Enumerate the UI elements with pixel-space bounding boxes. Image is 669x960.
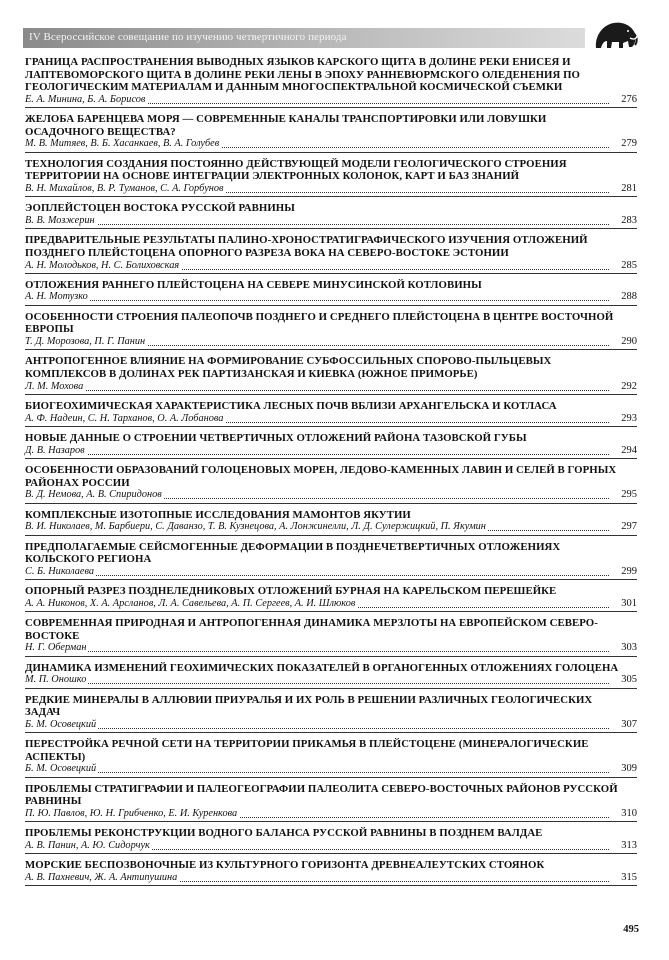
toc-entry-authors: Б. М. Осовецкий: [25, 763, 97, 775]
toc-entry-author-line: [25, 719, 637, 731]
toc-entry-page: 281: [618, 183, 637, 195]
toc-entry-authors: А. В. Панин, А. Ю. Сидорчук: [25, 840, 150, 852]
entry-divider: [25, 458, 637, 459]
toc-entry-author-line: [25, 489, 637, 501]
toc-entry-title: ОПОРНЫЙ РАЗРЕЗ ПОЗДНЕЛЕДНИКОВЫХ ОТЛОЖЕНИЙ БУРНАЯ НА КАРЕЛЬСКОМ ПЕРЕШЕЙКЕ: [25, 585, 557, 598]
toc-entry: [25, 738, 637, 778]
toc-entry-authors: А. В. Пахневич, Ж. А. Антипушина: [25, 872, 178, 883]
toc-entry-page: 305: [618, 674, 637, 686]
table-of-contents: [25, 56, 637, 891]
toc-entry-title: РЕДКИЕ МИНЕРАЛЫ В АЛЛЮВИИ ПРИУРАЛЬЯ И ИХ РОЛЬ В РЕШЕНИИ РАЗЛИЧНЫХ ГЕОЛОГИЧЕСКИХ ЗАДАЧ: [25, 693, 593, 719]
toc-entry-page: 315: [618, 872, 637, 884]
header-bar: [23, 28, 585, 48]
toc-entry-page: 313: [618, 840, 637, 852]
toc-entry-page: 292: [618, 381, 637, 393]
toc-entry-page: 309: [618, 763, 637, 775]
toc-entry-title: ОСОБЕННОСТИ СТРОЕНИЯ ПАЛЕОПОЧВ ПОЗДНЕГО И СРЕДНЕГО ПЛЕЙСТОЦЕНА В ЦЕНТРЕ ВОСТОЧНОЙ ЕВРОПЫ: [25, 310, 614, 336]
entry-divider: [25, 656, 637, 657]
toc-entry-author-line: [25, 763, 637, 775]
toc-entry-title: ПРОБЛЕМЫ РЕКОНСТРУКЦИИ ВОДНОГО БАЛАНСА РУССКОЙ РАВНИНЫ В ПОЗДНЕМ ВАЛДАЕ: [25, 827, 543, 840]
toc-entry-page: 297: [618, 521, 637, 533]
entry-divider: [25, 394, 637, 395]
toc-entry-page: 276: [618, 94, 637, 106]
toc-entry-title: БИОГЕОХИМИЧЕСКАЯ ХАРАКТЕРИСТИКА ЛЕСНЫХ ПОЧВ ВБЛИЗИ АРХАНГЕЛЬСКА И КОТЛАСА: [25, 400, 557, 413]
toc-entry-authors: В. В. Мозжерин: [25, 214, 95, 226]
toc-entry-author-line: [25, 840, 637, 852]
toc-entry-title: ПРЕДВАРИТЕЛЬНЫЕ РЕЗУЛЬТАТЫ ПАЛИНО-ХРОНОСТРАТИГРАФИЧЕСКОГО ИЗУЧЕНИЯ ОТЛОЖЕНИЙ ПОЗДНЕГО ПЛЕЙСТОЦЕНА ОПОРНОГО РАЗРЕЗА ВОКА НА СЕВЕРО-ВОСТОКЕ ЭСТОНИИ: [25, 234, 588, 259]
toc-entry-title: СОВРЕМЕННАЯ ПРИРОДНАЯ И АНТРОПОГЕННАЯ ДИНАМИКА МЕРЗЛОТЫ НА ЕВРОПЕЙСКОМ СЕВЕРО-ВОСТОКЕ: [25, 617, 598, 642]
toc-entry-title: ПЕРЕСТРОЙКА РЕЧНОЙ СЕТИ НА ТЕРРИТОРИИ ПРИКАМЬЯ В ПЛЕЙСТОЦЕНЕ (МИНЕРАЛОГИЧЕСКИЕ АСПЕКТЫ): [25, 738, 589, 763]
entry-divider: [25, 777, 637, 778]
toc-entry-title: ТЕХНОЛОГИЯ СОЗДАНИЯ ПОСТОЯННО ДЕЙСТВУЮЩЕЙ МОДЕЛИ ГЕОЛОГИЧЕСКОГО СТРОЕНИЯ ТЕРРИТОРИИ НА ОСНОВЕ ИНТЕГРАЦИИ ЭЛЕКТРОННЫХ КОЛОНОК, КАРТ И БАЗ ЗНАНИЙ: [25, 157, 567, 183]
dot-leader: [25, 454, 609, 455]
toc-entry-title: КОМПЛЕКСНЫЕ ИЗОТОПНЫЕ ИССЛЕДОВАНИЯ МАМОНТОВ ЯКУТИИ: [25, 508, 411, 521]
toc-entry-page: 293: [618, 413, 637, 425]
toc-entry-page: 303: [618, 642, 637, 654]
toc-entry: [25, 694, 637, 734]
toc-entry: [25, 311, 637, 351]
toc-entry-authors: А. Н. Мотузко: [25, 291, 88, 303]
toc-entry-page: 310: [618, 808, 637, 820]
entry-divider: [25, 732, 637, 733]
entry-divider: [25, 349, 637, 350]
toc-entry: [25, 56, 637, 108]
toc-entry-author-line: [25, 674, 637, 686]
entry-divider: [25, 228, 637, 229]
toc-entry-page: 285: [618, 260, 637, 272]
toc-entry-author-line: [25, 566, 637, 578]
entry-divider: [25, 821, 637, 822]
toc-entry: [25, 113, 637, 153]
toc-entry: [25, 585, 637, 612]
toc-entry: [25, 859, 637, 886]
toc-entry-title: МОРСКИЕ БЕСПОЗВОНОЧНЫЕ ИЗ КУЛЬТУРНОГО ГОРИЗОНТА ДРЕВНЕАЛЕУТСКИХ СТОЯНОК: [25, 859, 545, 872]
dot-leader: [25, 300, 609, 301]
mammoth-logo-icon: [592, 14, 640, 54]
toc-entry-page: 283: [618, 215, 637, 227]
toc-entry-authors: В. И. Николаев, М. Барбиери, С. Даванзо, Т. В. Кузнецова, А. Лонжинелли, Л. Д. Сулержицкий, П. Якумин: [25, 521, 486, 533]
entry-divider: [25, 853, 637, 854]
dot-leader: [25, 575, 609, 576]
toc-entry: [25, 509, 637, 536]
toc-entry-authors: Д. В. Назаров: [25, 444, 85, 456]
toc-entry-author-line: [25, 336, 637, 348]
entry-divider: [25, 426, 637, 427]
series-title: IV Всероссийское совещание по изучению четвертичного периода: [29, 31, 347, 43]
toc-entry-title: ЖЕЛОБА БАРЕНЦЕВА МОРЯ — СОВРЕМЕННЫЕ КАНАЛЫ ТРАНСПОРТИРОВКИ ИЛИ ЛОВУШКИ ОСАДОЧНОГО ВЕЩЕСТВА?: [25, 113, 547, 138]
dot-leader: [25, 651, 609, 652]
toc-entry-title: АНТРОПОГЕННОЕ ВЛИЯНИЕ НА ФОРМИРОВАНИЕ СУБФОССИЛЬНЫХ СПОРОВО-ПЫЛЬЦЕВЫХ КОМПЛЕКСОВ В ДОЛИНАХ РЕК ПАРТИЗАНСКАЯ И КИЕВКА (ЮЖНОЕ ПРИМОРЬЕ): [25, 355, 552, 381]
entry-divider: [25, 196, 637, 197]
toc-entry-authors: Б. М. Осовецкий: [25, 718, 97, 730]
toc-entry: [25, 158, 637, 198]
toc-entry-authors: С. Б. Николаева: [25, 565, 95, 577]
toc-entry-page: 295: [618, 489, 637, 501]
toc-entry-authors: В. Д. Немова, А. В. Спиридонов: [25, 489, 162, 501]
toc-entry-authors: М. В. Митяев, В. Б. Хасанкаев, В. А. Голубев: [25, 138, 220, 150]
toc-entry-title: ОТЛОЖЕНИЯ РАННЕГО ПЛЕЙСТОЦЕНА НА СЕВЕРЕ МИНУСИНСКОЙ КОТЛОВИНЫ: [25, 278, 482, 291]
toc-entry-page: 290: [618, 336, 637, 348]
entry-divider: [25, 579, 637, 580]
toc-entry-authors: А. Ф. Надеин, С. Н. Тарханов, О. А. Лобанова: [25, 412, 224, 424]
entry-divider: [25, 305, 637, 306]
toc-entry: [25, 432, 637, 459]
toc-entry: [25, 279, 637, 306]
dot-leader: [25, 390, 609, 391]
toc-entry-author-line: [25, 808, 637, 820]
entry-divider: [25, 535, 637, 536]
entry-divider: [25, 688, 637, 689]
toc-entry-title: ОСОБЕННОСТИ ОБРАЗОВАНИЙ ГОЛОЦЕНОВЫХ МОРЕН, ЛЕДОВО-КАМЕННЫХ ЛАВИН И СЕЛЕЙ В ГОРНЫХ РАЙОНАХ РОССИИ: [25, 464, 617, 489]
toc-entry-authors: Е. А. Минина, Б. А. Борисов: [25, 93, 146, 105]
toc-entry-title: ПРОБЛЕМЫ СТРАТИГРАФИИ И ПАЛЕОГЕОГРАФИИ ПАЛЕОЛИТА СЕВЕРО-ВОСТОЧНЫХ РАЙОНОВ РУССКОЙ РАВНИНЫ: [25, 782, 618, 808]
toc-entry: [25, 662, 637, 689]
toc-entry: [25, 541, 637, 581]
toc-entry-authors: Л. М. Мохова: [25, 380, 84, 392]
entry-divider: [25, 503, 637, 504]
entry-divider: [25, 152, 637, 153]
toc-entry-page: 288: [618, 291, 637, 303]
toc-entry-author-line: [25, 94, 637, 106]
toc-entry-author-line: [25, 381, 637, 393]
dot-leader: [25, 224, 609, 225]
toc-entry-authors: М. П. Оношко: [25, 674, 87, 686]
toc-entry: [25, 234, 637, 274]
toc-entry: [25, 464, 637, 504]
toc-entry-authors: А. А. Никонов, Х. А. Арсланов, Л. А. Савельева, А. П. Сергеев, А. И. Шлюков: [25, 597, 356, 609]
dot-leader: [25, 728, 609, 729]
entry-divider: [25, 885, 637, 886]
entry-divider: [25, 107, 637, 108]
toc-entry-author-line: [25, 215, 637, 227]
toc-entry-authors: В. Н. Михайлов, В. Р. Туманов, С. А. Горбунов: [25, 182, 224, 194]
toc-entry: [25, 355, 637, 395]
toc-entry-title: ПРЕДПОЛАГАЕМЫЕ СЕЙСМОГЕННЫЕ ДЕФОРМАЦИИ В ПОЗДНЕЧЕТВЕРТИЧНЫХ ОТЛОЖЕНИЯХ КОЛЬСКОГО РЕГИОНА: [25, 540, 561, 566]
toc-entry-page: 294: [618, 445, 637, 457]
toc-entry: [25, 783, 637, 823]
toc-entry-author-line: [25, 642, 637, 654]
toc-entry-authors: П. Ю. Павлов, Ю. Н. Грибченко, Е. И. Куренкова: [25, 808, 238, 820]
toc-entry-author-line: [25, 872, 637, 884]
toc-entry-author-line: [25, 413, 637, 425]
toc-entry: [25, 202, 637, 229]
toc-entry-authors: Н. Г. Оберман: [25, 642, 87, 654]
dot-leader: [25, 772, 609, 773]
toc-entry: [25, 617, 637, 657]
toc-entry-page: 279: [618, 138, 637, 150]
toc-entry-title: НОВЫЕ ДАННЫЕ О СТРОЕНИИ ЧЕТВЕРТИЧНЫХ ОТЛОЖЕНИЙ РАЙОНА ТАЗОВСКОЙ ГУБЫ: [25, 432, 527, 445]
toc-entry-title: ГРАНИЦА РАСПРОСТРАНЕНИЯ ВЫВОДНЫХ ЯЗЫКОВ КАРСКОГО ЩИТА В ДОЛИНЕ РЕКИ ЕНИСЕЯ И ЛАПТЕВОМОРСКОГО ЩИТА В ДОЛИНЕ РЕКИ ЛЕНЫ В ЭПОХУ РАННЕВЮРМСКОГО ОЛЕДЕНЕНИЯ ПО ГЕОЛОГИЧЕСКИМ МАТЕРИАЛАМ И ДАННЫМ МНОГОСПЕКТРАЛЬНОЙ КОСМИЧЕСКОЙ СЪЕМКИ: [25, 56, 580, 94]
toc-entry: [25, 400, 637, 427]
toc-entry-author-line: [25, 445, 637, 457]
entry-divider: [25, 273, 637, 274]
page-number: 495: [623, 924, 639, 935]
toc-entry-author-line: [25, 521, 637, 533]
toc-entry-title: ДИНАМИКА ИЗМЕНЕНИЙ ГЕОХИМИЧЕСКИХ ПОКАЗАТЕЛЕЙ В ОРГАНОГЕННЫХ ОТЛОЖЕНИЯХ ГОЛОЦЕНА: [25, 661, 619, 674]
toc-entry-title: ЭОПЛЕЙСТОЦЕН ВОСТОКА РУССКОЙ РАВНИНЫ: [25, 202, 295, 215]
toc-entry-author-line: [25, 260, 637, 272]
toc-entry-author-line: [25, 291, 637, 303]
toc-entry-page: 299: [618, 566, 637, 578]
toc-entry-author-line: [25, 183, 637, 195]
entry-divider: [25, 611, 637, 612]
toc-entry-authors: А. Н. Молодьков, Н. С. Болиховская: [25, 259, 180, 271]
toc-entry: [25, 827, 637, 854]
toc-entry-page: 301: [618, 598, 637, 610]
toc-entry-author-line: [25, 138, 637, 150]
toc-entry-authors: Т. Д. Морозова, П. Г. Панин: [25, 336, 146, 348]
toc-entry-author-line: [25, 598, 637, 610]
dot-leader: [25, 683, 609, 684]
toc-entry-page: 307: [618, 719, 637, 731]
